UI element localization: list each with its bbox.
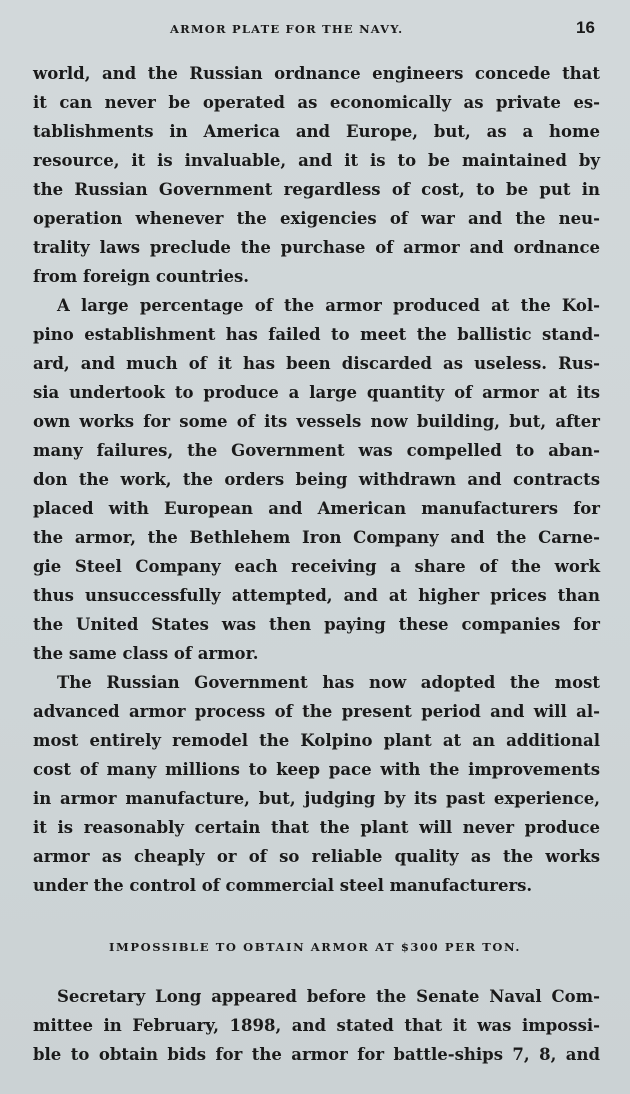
text-line: the United States was then paying these companies for: [33, 615, 600, 634]
text-line: armor as cheaply or of so reliable quality as the works: [33, 847, 600, 866]
text-line: Secretary Long appeared before the Senate Naval Com-: [57, 987, 600, 1006]
page-number: 16: [576, 18, 595, 37]
text-line: the armor, the Bethlehem Iron Company and the Carne-: [33, 528, 600, 547]
text-line: ard, and much of it has been discarded as useless. Rus-: [33, 354, 600, 373]
text-line: ble to obtain bids for the armor for battle-ships 7, 8, and: [33, 1045, 600, 1064]
text-line: pino establishment has failed to meet the ballistic stand-: [33, 325, 600, 344]
text-line: operation whenever the exigencies of war and the neu-: [33, 209, 600, 228]
text-line: under the control of commercial steel manufacturers.: [33, 876, 533, 895]
text-line: A large percentage of the armor produced at the Kol-: [57, 296, 600, 315]
text-line: gie Steel Company each receiving a share of the work: [33, 557, 600, 576]
text-line: resource, it is invaluable, and it is to be maintained by: [33, 151, 600, 170]
text-line: own works for some of its vessels now building, but, after: [33, 412, 600, 431]
text-line: the Russian Government regardless of cost, to be put in: [33, 180, 600, 199]
text-line: it is reasonably certain that the plant will never produce: [33, 818, 600, 837]
text-line: the same class of armor.: [33, 644, 259, 663]
text-line: most entirely remodel the Kolpino plant at an additional: [33, 731, 600, 750]
text-line: world, and the Russian ordnance engineers concede that: [33, 64, 600, 83]
text-line: The Russian Government has now adopted the most: [57, 673, 600, 692]
text-line: tablishments in America and Europe, but, as a home: [33, 122, 600, 141]
running-title: ARMOR PLATE FOR THE NAVY.: [170, 22, 404, 36]
running-head: [0, 20, 630, 42]
text-line: in armor manufacture, but, judging by its past experience,: [33, 789, 600, 808]
text-line: sia undertook to produce a large quantity of armor at its: [33, 383, 600, 402]
text-line: many failures, the Government was compelled to aban-: [33, 441, 600, 460]
text-line: trality laws preclude the purchase of armor and ordnance: [33, 238, 600, 257]
text-line: don the work, the orders being withdrawn and contracts: [33, 470, 600, 489]
section-heading: IMPOSSIBLE TO OBTAIN ARMOR AT $300 PER TON.: [109, 940, 521, 954]
text-line: cost of many millions to keep pace with the improvements: [33, 760, 600, 779]
text-line: advanced armor process of the present period and will al-: [33, 702, 600, 721]
text-line: placed with European and American manufacturers for: [33, 499, 600, 518]
text-line: from foreign countries.: [33, 267, 249, 286]
text-line: mittee in February, 1898, and stated that it was impossi-: [33, 1016, 600, 1035]
text-line: it can never be operated as economically as private es-: [33, 93, 600, 112]
text-line: thus unsuccessfully attempted, and at higher prices than: [33, 586, 600, 605]
